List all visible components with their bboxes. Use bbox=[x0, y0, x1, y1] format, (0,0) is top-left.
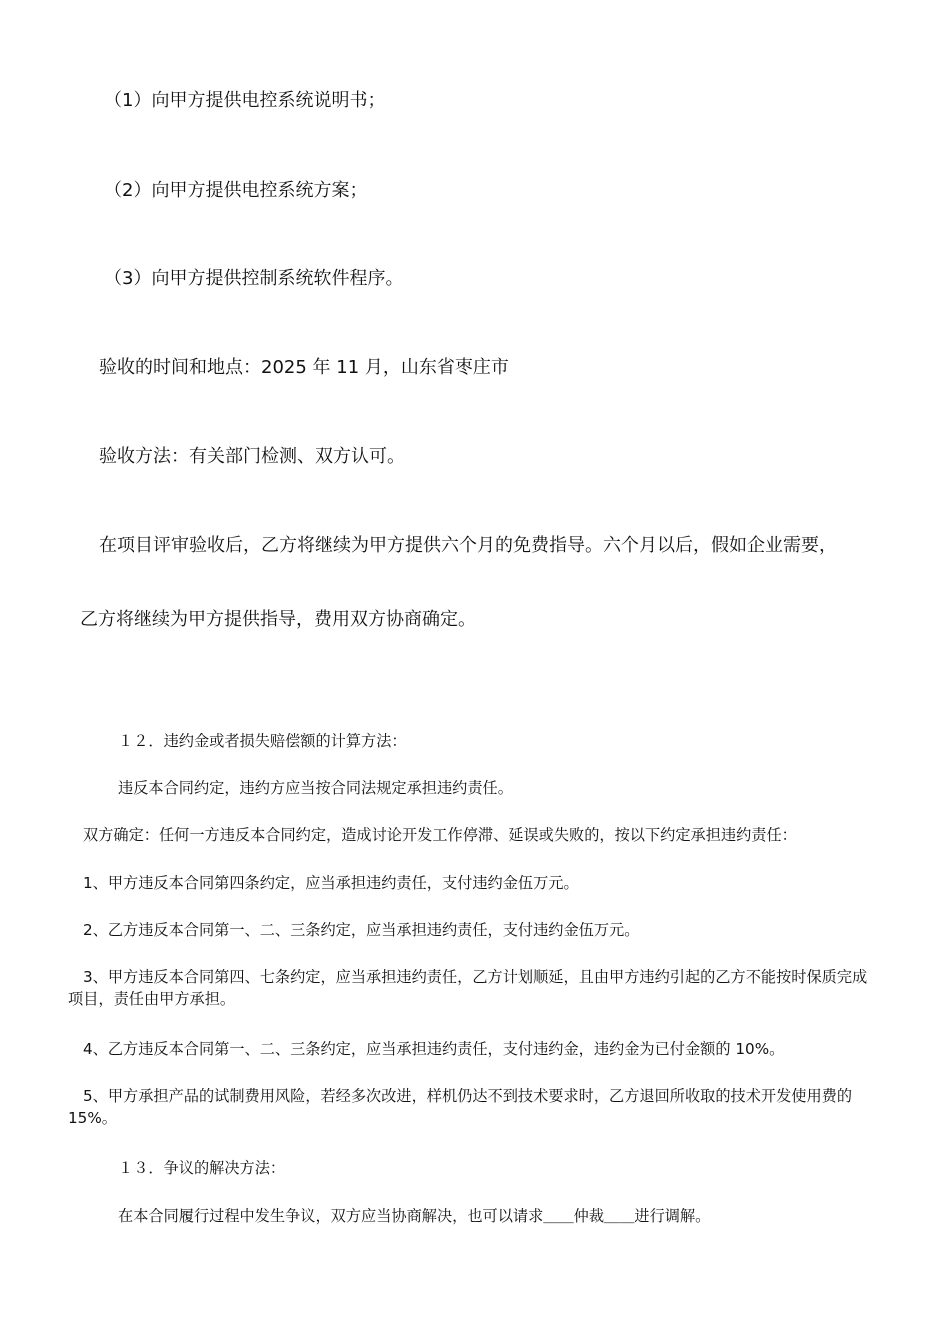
section-13-text: 在本合同履行过程中发生争议，双方应当协商解决，也可以请求＿＿仲裁＿＿进行调解。 bbox=[118, 1207, 711, 1225]
penalty-clause-4: 4、乙方违反本合同第一、二、三条约定，应当承担违约责任，支付违约金，违约金为已付金额的 10%。 bbox=[83, 1040, 785, 1058]
guidance-paragraph-line-1: 在项目评审验收后，乙方将继续为甲方提供六个月的免费指导。六个月以后，假如企业需要， bbox=[99, 535, 837, 556]
section-12-heading: １２．违约金或者损失赔偿额的计算方法： bbox=[118, 732, 407, 750]
section-12-intro: 违反本合同约定，违约方应当按合同法规定承担违约责任。 bbox=[118, 779, 513, 797]
deliverable-item-3: （3）向甲方提供控制系统软件程序。 bbox=[104, 268, 404, 289]
deliverable-item-2: （2）向甲方提供电控系统方案； bbox=[104, 180, 368, 201]
section-12-agreement: 双方确定：任何一方违反本合同约定，造成讨论开发工作停滞、延误或失败的，按以下约定承担违约责任： bbox=[83, 826, 797, 844]
deliverable-item-1: （1）向甲方提供电控系统说明书； bbox=[104, 90, 386, 111]
guidance-paragraph-line-2: 乙方将继续为甲方提供指导，费用双方协商确定。 bbox=[80, 609, 476, 630]
section-13-heading: １３．争议的解决方法： bbox=[118, 1159, 286, 1177]
penalty-clause-5: 5、甲方承担产品的试制费用风险，若经多次改进，样机仍达不到技术要求时，乙方退回所收取的技术开发使用费的 15%。 bbox=[68, 1087, 853, 1127]
penalty-clause-1: 1、甲方违反本合同第四条约定，应当承担违约责任，支付违约金伍万元。 bbox=[83, 874, 579, 892]
acceptance-method: 验收方法：有关部门检测、双方认可。 bbox=[99, 446, 405, 467]
acceptance-time-place: 验收的时间和地点：2025 年 11 月，山东省枣庄市 bbox=[99, 357, 509, 378]
penalty-clause-2: 2、乙方违反本合同第一、二、三条约定，应当承担违约责任，支付违约金伍万元。 bbox=[83, 921, 640, 939]
penalty-clause-3: 3、甲方违反本合同第四、七条约定，应当承担违约责任，乙方计划顺延，且由甲方违约引起的乙方不能按时保质完成项目，责任由甲方承担。 bbox=[68, 968, 868, 1008]
